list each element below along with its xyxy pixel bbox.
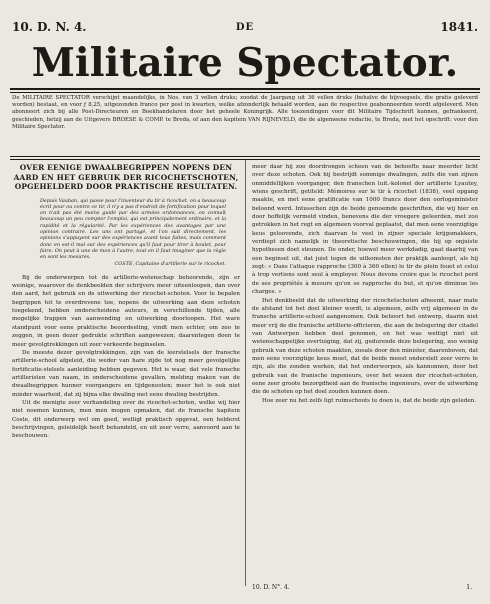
issue-number: 10. D. N. 4.	[12, 20, 87, 34]
right-column	[252, 163, 478, 591]
header-line	[12, 20, 478, 36]
column-divider	[245, 160, 246, 586]
paragraph: meer daar hij zoo doordrongen scheen van de behoefte naar meerder licht over deze schoten. Ook hij bestrijdt sommige dwalingen, zelfs die van zijnen onmiddellijken voorganger, den franschen luit.-kolonel der artillerie Lyautey, wiens geschrift, getiteld: Mémoires sur le tir à ricochet (1838), veel opgang maakte, en met eene gratificatie van 1000 francs door den oorlogsminister beloond werd. Intusschen zijn de beide genoemde geschriften, die wij hier en door hoffelijk vermeld vinden, benevens die der vroegere geleerden, met zoo getrokken in het regt en algemeen voorval geplaatst, dat men eene voorzigtige keus geloovende, zich daarvan te veel in zijner speciale krijgsmakkers, verdiept zich namelijk in theoretische beschouwingen, die hij op onjuiste hypothesen doet steunen. De onder, hoewel meer werkdadig, gaat daarbij van een beginsel uit, dat juist tegen de uitkomsten der praktijk aanloopt, als hij zegt: « Dans l'attaque rapproche (300 à 360 ellen) le tir de plein fouet et celui à trop vertiens sont seul à employer. Nous devons croire que le ricochet perd de ses propriétés à mesure qu'on se rapproche du but, et qu'on diminue les charges. »	[252, 164, 478, 296]
article-de: DE	[235, 22, 255, 33]
epigraph-text: Depuis Vauban, qui passe pour l'inventeur du tir à ricochet, on a beaucoup écrit pour ou contre ce tir, il n'y a pas d'endroit de fortification pour lequel on n'ait pas été moins guidé par des armées ordonnances, on connaît beaucoup un peu compter l'emploi, qui est principalement ordinaire, et la rapidité et la régularité. Par les expériences des avantages par une opinion contraire. Les uns ont partagé, et l'on sait directement, les opinions s'appuyent sur des expériences avant tous faites, mais comment donc en est-il mal sur des expériences qu'il faut pour tirer à boulet, pour faire. On peut à une de mon à l'autre, tout en il faut imaginer que la règle en sont les mesures.	[40, 197, 226, 261]
subscription-notice: De MILITAIRE SPECTATOR verschijnt maandelijks, in Nos. van 3 vellen druks; zoodat de Jaargang uit 36 vellen druks (behalve de bijvoegsels, die gratis geleverd worden) bestaat, en voor ƒ 8,25, uitgezonden franco per post in kwarten, welke afzonderlijk betaald worden, aan de respective geabonneerden wordt afgeleverd. Men abonneert zich bij alle Post-Directeuren en Boekhandelaren door het geheele Koningrijk. Alle toezendingen voor dit Militaire Tijdschrift kunnen, gefrankeerd, geschieden, hetzij aan de Uitgevers BROESE & COMP. te Breda, of aan den kapitein VAN RIJNEVELD, die de algemeene redactie, te Breda, met het opschrift: voor den Militaire Spectator.	[12, 95, 478, 130]
masthead-rule-top	[10, 88, 480, 90]
left-column	[12, 163, 240, 591]
paragraph: De meeste dezer gevolgtrekkingen, zijn van de leerstelsels der fransche artillerie-school afgeleid, die weder van hare zijde tot nog meer gevolgelijke fortificatie-stelsels aanleiding hebben gegeven. Het is waar, dat vele fransche artilleristen van naam, in onderscheidene gevallen, melding maken van de dwaalbegrippen hunner voorgangers en tijdgenooten; meer het is ook niet minder waarheid, dat zij bijna elke dwaling met eene dwaling bestrijden.	[12, 349, 240, 398]
epigraph-quote	[40, 198, 226, 268]
masthead-rule-bottom	[10, 92, 480, 93]
masthead-title: Militaire Spectator.	[31, 40, 459, 86]
paragraph: Het denkbeeld dat de uitwerking der ricochetschoten afneemt, naar mate de afstand tot het doel kleiner wordt, is algemeen, zelfs vrij algemeen in de fransche artillerie-school aangenomen. Ook behoort het ontwerp, daarin niet meer vrij de die franische artillerie-officieren, die aan de belegering der citadel van Antwerpen hebben deel genomen, en het was wettigt niet uit wetenschappelijke overtuiging, dat zij, gedurende deze belegering, zoo weinig gebruik van deze schoten maakten, zooals door den minister, daarenboven, dat men eene voorzigtige keus moet, dat de beide meest onderstelt zeer verre te zijn, als die zouden werken, dat het onderworpen, als kannonnen, door het gebruik van de franische ingenieurs, over het wezen der ricochet-schoten, eene zeer groote bezorgdheid aan de franische ingenieurs, over de uitwerking die de schoten op het doel zouden kunnen doen.	[252, 297, 478, 396]
footer-signature: 10. D. N°. 4.	[252, 584, 290, 591]
epigraph-signature: COSTE, Capitaine d'artillerie sur le ricochet.	[114, 261, 226, 268]
year: 1841.	[440, 20, 478, 34]
paragraph: Hoe zeer nu het zelfs ligt ruimschoots te doen is, dat de beide zijn geleden.	[262, 397, 477, 404]
article-heading: OVER EENIGE DWAALBEGRIPPEN NOPENS DEN AARD EN HET GEBRUIK DER RICOCHETSCHOTEN, OPGEHELDERD DOOR PRAKTISCHE RESULTATEN.	[13, 163, 239, 191]
paragraph: Bij de onderwerpen tot de artillerie-wetenschap behoorende, zijn er weinige, waarover de denkbeelden der schrijvers meer uiteenloopen, dan over den aard, het gebruik en de uitwerking der ricochet-schoten. Voor te bepalen begrippen tot te overdrevene toe, nopens de uitwerking aan deze schoten toegekend, hebben onderscheidene auteurs, in verschillende tijden, alle mogelijke trappen van aanwending en uitwerking doorloopen. Het ware standpunt voor eene praktische beoordeeling, vindt men echter, om zoo te zeggen, in geen dezer gedrukte schriften aangewezen; daarentegen doen te meer gevolgtrekkingen uit zeer verkeerde beginselen.	[12, 274, 240, 348]
notice-rule-top	[10, 156, 480, 157]
paragraph: Uit de menigte zeer verhandeling over de ricochet-schoten, welke wij hier niet noemen kunnen, men men mogen opmaken, dat de fransche kapitein Coste, dit onderwerp wel om goed, wetligt praktisch opgevat, een helderst beschrijvingen, geleidelijk heeft behandeld, en uit zeer verre, aanvoord aan te beschouwen.	[12, 399, 240, 440]
page-number: 1.	[466, 584, 472, 591]
